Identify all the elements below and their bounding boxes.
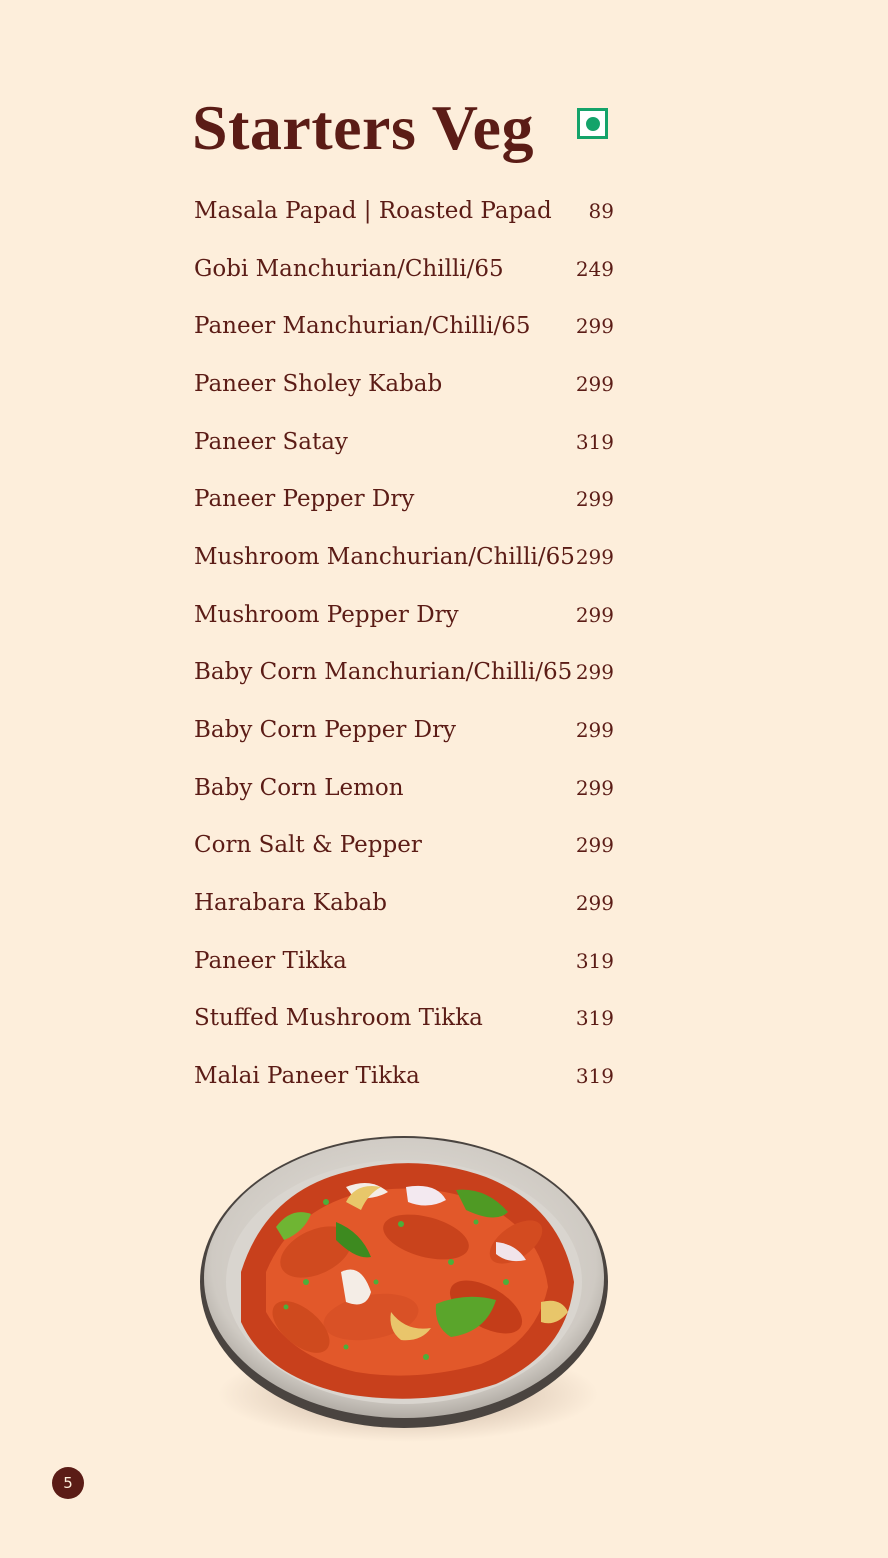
menu-item [194,413,614,471]
menu-item [194,355,614,413]
item-price: 319 [575,429,614,454]
item-name: Harabara Kabab [194,890,387,917]
page-number-badge [52,1467,84,1499]
veg-dot [586,117,600,131]
page-header [192,88,534,168]
item-price: 299 [575,718,614,743]
item-price: 299 [575,371,614,396]
item-name: Paneer Sholey Kabab [194,370,443,397]
menu-item [194,470,614,528]
dish-photo [196,1132,616,1444]
item-name: Paneer Tikka [194,947,347,974]
item-name: Baby Corn Pepper Dry [194,717,457,744]
item-name: Paneer Satay [194,428,348,455]
menu-list [194,182,614,1105]
item-price: 299 [575,833,614,858]
page-title: Starters Veg [192,92,534,163]
item-name: Baby Corn Manchurian/Chilli/65 [194,659,573,686]
menu-item [194,990,614,1048]
item-name: Paneer Pepper Dry [194,486,415,513]
menu-item [194,644,614,702]
menu-item [194,182,614,240]
item-price: 319 [575,1064,614,1089]
menu-item [194,817,614,875]
item-name: Masala Papad | Roasted Papad [194,197,552,224]
menu-item [194,240,614,298]
menu-item [194,701,614,759]
item-price: 299 [575,775,614,800]
menu-item [194,932,614,990]
item-name: Mushroom Manchurian/Chilli/65 [194,543,575,570]
item-price: 299 [575,891,614,916]
item-name: Stuffed Mushroom Tikka [194,1005,483,1032]
item-price: 299 [575,660,614,685]
menu-item [194,874,614,932]
item-name: Paneer Manchurian/Chilli/65 [194,313,531,340]
page-number: 5 [63,1474,73,1492]
item-name: Corn Salt & Pepper [194,832,422,859]
item-price: 299 [575,314,614,339]
item-price: 319 [575,948,614,973]
item-name: Gobi Manchurian/Chilli/65 [194,255,504,282]
menu-item [194,759,614,817]
item-name: Malai Paneer Tikka [194,1063,420,1090]
item-price: 319 [575,1006,614,1031]
veg-symbol-icon [577,108,608,139]
item-price: 89 [588,198,614,223]
item-price: 299 [575,602,614,627]
menu-item [194,528,614,586]
menu-item [194,297,614,355]
menu-item [194,586,614,644]
item-price: 249 [575,256,614,281]
item-price: 299 [575,544,614,569]
item-name: Mushroom Pepper Dry [194,601,459,628]
menu-item [194,1047,614,1105]
item-name: Baby Corn Lemon [194,774,404,801]
item-price: 299 [575,487,614,512]
